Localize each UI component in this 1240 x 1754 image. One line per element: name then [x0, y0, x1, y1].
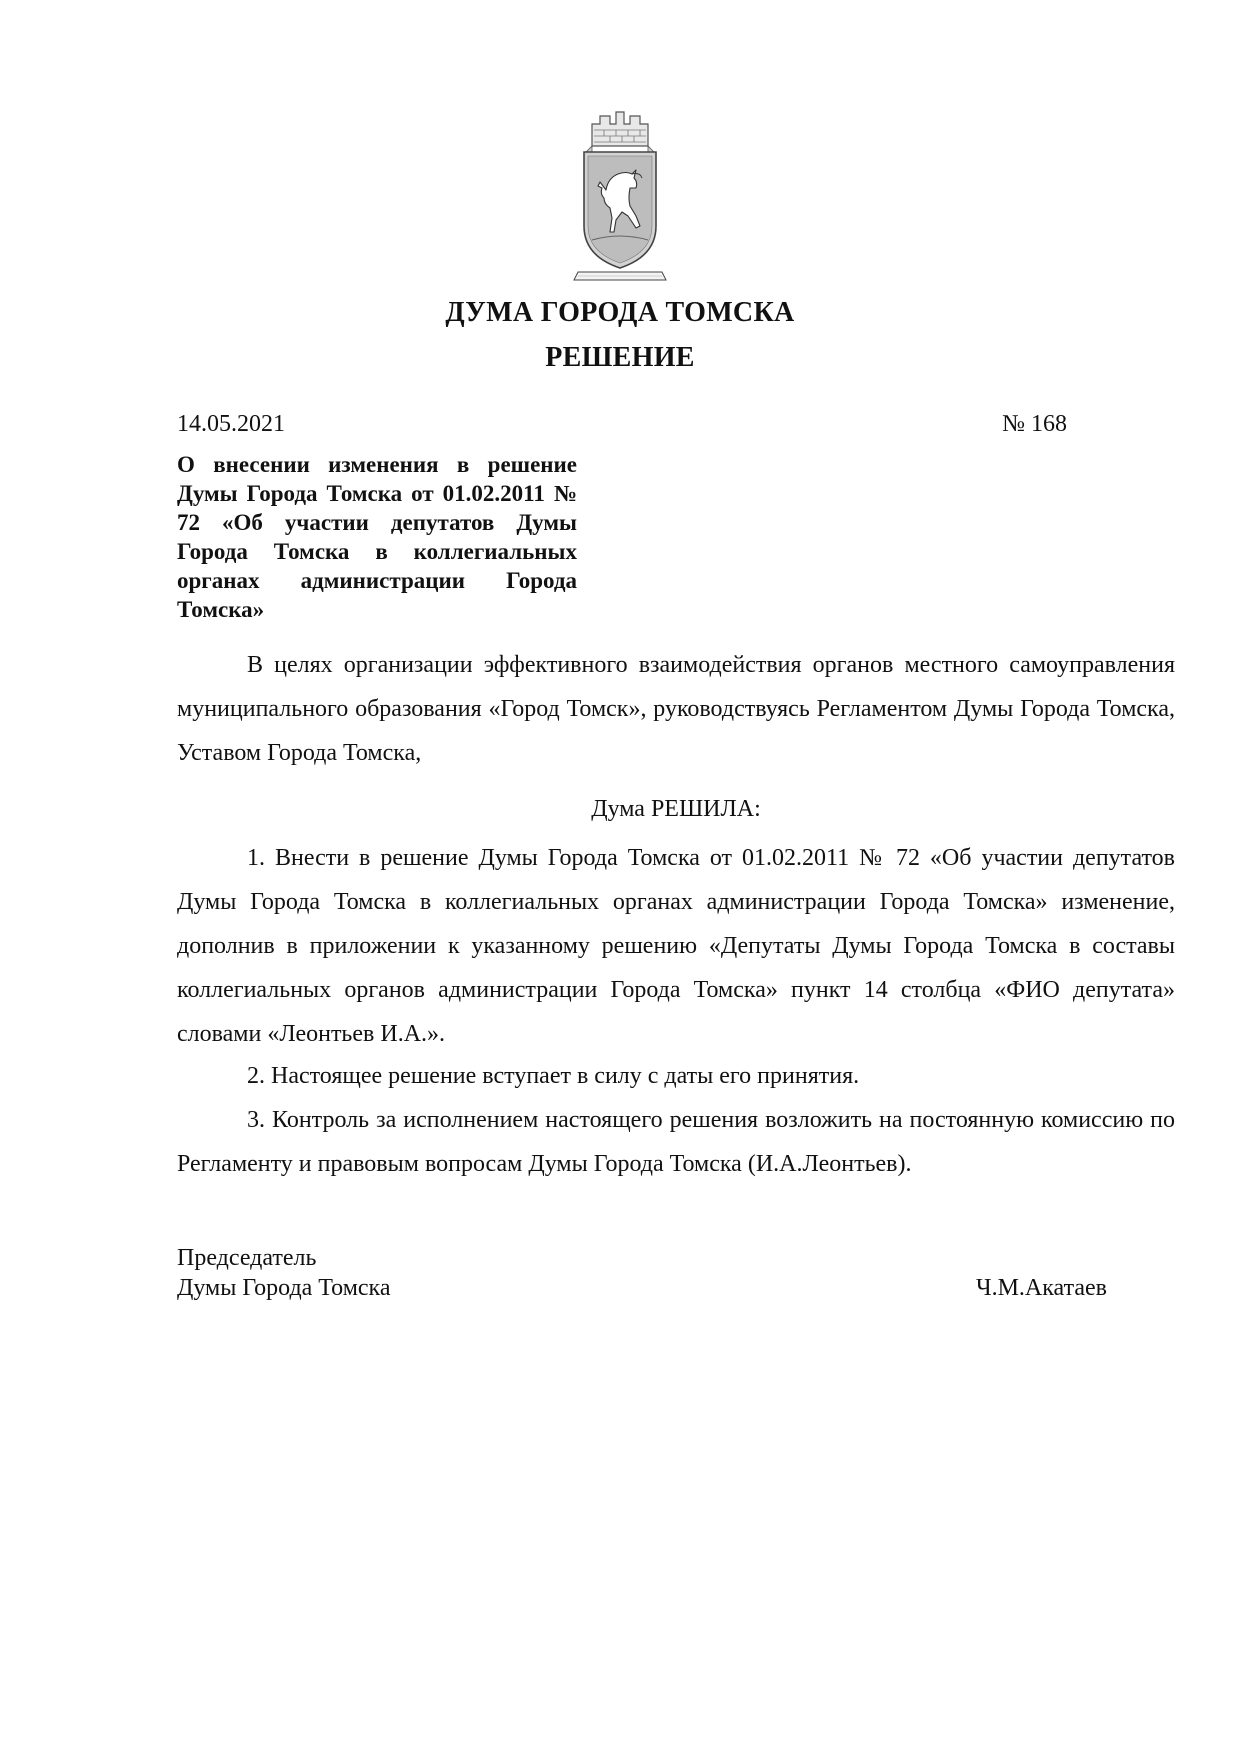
- resolve-line: Дума РЕШИЛА:: [591, 796, 761, 822]
- signatory-title-line-2: Думы Города Томска: [177, 1275, 391, 1301]
- document-date: 14.05.2021: [177, 411, 285, 437]
- document-number: № 168: [1002, 411, 1067, 437]
- resolution-item-2: 2. Настоящее решение вступает в силу с даты его принятия.: [247, 1063, 860, 1089]
- document-subject: О внесении изменения в решение Думы Города Томска от 01.02.2011 № 72 «Об участии депутатов Думы Города Томска в коллегиальных органах администрации Города Томска»: [177, 452, 577, 622]
- resolution-item-1: 1. Внести в решение Думы Города Томска от 01.02.2011 № 72 «Об участии депутатов Думы Города Томска в коллегиальных органах администрации Города Томска» изменение, дополнив в приложении к указанному решению «Депутаты Думы Города Томска в составы коллегиальных органов администрации Города Томска» пункт 14 столбца «ФИО депутата» словами «Леонтьев И.А.».: [177, 845, 1175, 1047]
- signatory-name: Ч.М.Акатаев: [975, 1275, 1107, 1301]
- signatory-title-line-1: Председатель: [177, 1245, 317, 1271]
- signature-block: [177, 1243, 1107, 1303]
- intro-paragraph: В целях организации эффективного взаимодействия органов местного самоуправления муниципального образования «Город Томск», руководствуясь Регламентом Думы Города Томска, Уставом Города Томска,: [177, 652, 1175, 766]
- organization-title: ДУМА ГОРОДА ТОМСКА: [445, 297, 795, 328]
- document-kind-title: РЕШЕНИЕ: [545, 342, 695, 373]
- coat-of-arms-tomsk-icon: [570, 108, 670, 288]
- resolution-item-3: 3. Контроль за исполнением настоящего решения возложить на постоянную комиссию по Регламенту и правовым вопросам Думы Города Томска (И.А.Леонтьев).: [177, 1107, 1175, 1177]
